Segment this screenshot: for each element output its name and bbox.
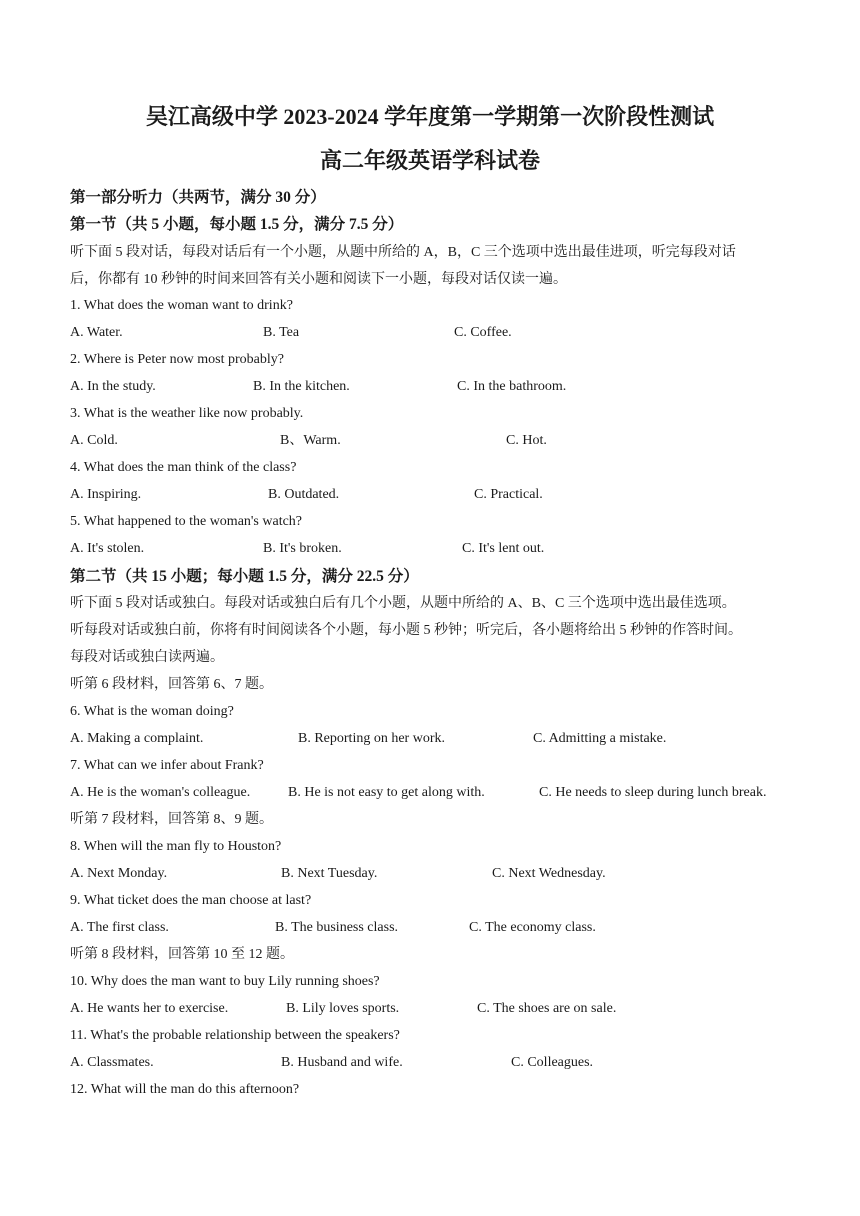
section1-heading: 第一节（共 5 小题，每小题 1.5 分，满分 7.5 分）: [70, 216, 404, 233]
section2-heading: 第二节（共 15 小题；每小题 1.5 分，满分 22.5 分）: [70, 568, 419, 585]
option-c: C. The economy class.: [469, 920, 596, 935]
option-b: B. Husband and wife.: [281, 1055, 403, 1070]
option-a: A. Water.: [70, 325, 123, 340]
option-b: B. Lily loves sports.: [286, 1001, 400, 1016]
option-c: C. In the bathroom.: [457, 379, 567, 394]
part1-heading: 第一部分听力（共两节，满分 30 分）: [70, 189, 326, 206]
question-12: 12. What will the man do this afternoon?: [70, 1082, 300, 1097]
option-a: A. He is the woman's colleague.: [70, 785, 251, 800]
material-7-note: 听第 7 段材料，回答第 8、9 题。: [70, 812, 273, 827]
material-6-note: 听第 6 段材料，回答第 6、7 题。: [70, 677, 273, 692]
option-a: A. Inspiring.: [70, 487, 142, 502]
option-c: C. Practical.: [474, 487, 543, 502]
option-c: C. It's lent out.: [462, 541, 545, 556]
option-a: A. Cold.: [70, 433, 118, 448]
exam-title: 吴江高级中学 2023-2024 学年度第一学期第一次阶段性测试: [145, 104, 715, 129]
option-b: B、Warm.: [280, 433, 341, 448]
section1-instructions-line1: 听下面 5 段对话，每段对话后有一个小题，从题中所给的 A，B，C 三个选项中选出最佳进项，听完每段对话: [70, 245, 736, 260]
exam-subtitle: 高二年级英语学科试卷: [319, 148, 540, 173]
section2-instructions-line1: 听下面 5 段对话或独白。每段对话或独白后有几个小题，从题中所给的 A、B、C 三个选项中选出最佳选项。: [70, 596, 736, 611]
option-b: B. Next Tuesday.: [281, 866, 378, 881]
option-c: C. Admitting a mistake.: [533, 731, 667, 746]
section2-instructions-line2: 听每段对话或独白前，你将有时间阅读各个小题，每小题 5 秒钟；听完后，各小题将给出 5 秒钟的作答时间。: [70, 623, 742, 638]
option-a: A. Making a complaint.: [70, 731, 204, 746]
option-a: A. In the study.: [70, 379, 156, 394]
option-a: A. Classmates.: [70, 1055, 154, 1070]
option-b: B. Outdated.: [268, 487, 340, 502]
question-1: 1. What does the woman want to drink?: [70, 298, 293, 313]
option-a: A. Next Monday.: [70, 866, 168, 881]
option-a: A. The first class.: [70, 920, 169, 935]
question-9: 9. What ticket does the man choose at last?: [70, 893, 312, 908]
option-c: C. The shoes are on sale.: [477, 1001, 617, 1016]
option-c: C. He needs to sleep during lunch break.: [539, 785, 767, 800]
question-7: 7. What can we infer about Frank?: [70, 758, 264, 773]
question-2: 2. Where is Peter now most probably?: [70, 352, 284, 367]
option-a: A. He wants her to exercise.: [70, 1001, 229, 1016]
option-c: C. Coffee.: [454, 325, 512, 340]
material-8-note: 听第 8 段材料，回答第 10 至 12 题。: [70, 947, 294, 962]
question-10: 10. Why does the man want to buy Lily running shoes?: [70, 974, 380, 989]
option-c: C. Next Wednesday.: [492, 866, 606, 881]
option-b: B. It's broken.: [263, 541, 342, 556]
option-c: C. Hot.: [506, 433, 547, 448]
question-5: 5. What happened to the woman's watch?: [70, 514, 303, 529]
option-c: C. Colleagues.: [511, 1055, 594, 1070]
question-11: 11. What's the probable relationship between the speakers?: [70, 1028, 400, 1043]
option-b: B. The business class.: [275, 920, 399, 935]
option-a: A. It's stolen.: [70, 541, 145, 556]
option-b: B. Tea: [263, 325, 300, 340]
section1-instructions-line2: 后，你都有 10 秒钟的时间来回答有关小题和阅读下一小题，每段对话仅读一遍。: [70, 272, 567, 287]
option-b: B. In the kitchen.: [253, 379, 350, 394]
option-b: B. Reporting on her work.: [298, 731, 445, 746]
question-4: 4. What does the man think of the class?: [70, 460, 297, 475]
option-b: B. He is not easy to get along with.: [288, 785, 485, 800]
question-8: 8. When will the man fly to Houston?: [70, 839, 282, 854]
question-3: 3. What is the weather like now probably.: [70, 406, 304, 421]
section2-instructions-line3: 每段对话或独白读两遍。: [70, 650, 224, 665]
question-6: 6. What is the woman doing?: [70, 704, 234, 719]
